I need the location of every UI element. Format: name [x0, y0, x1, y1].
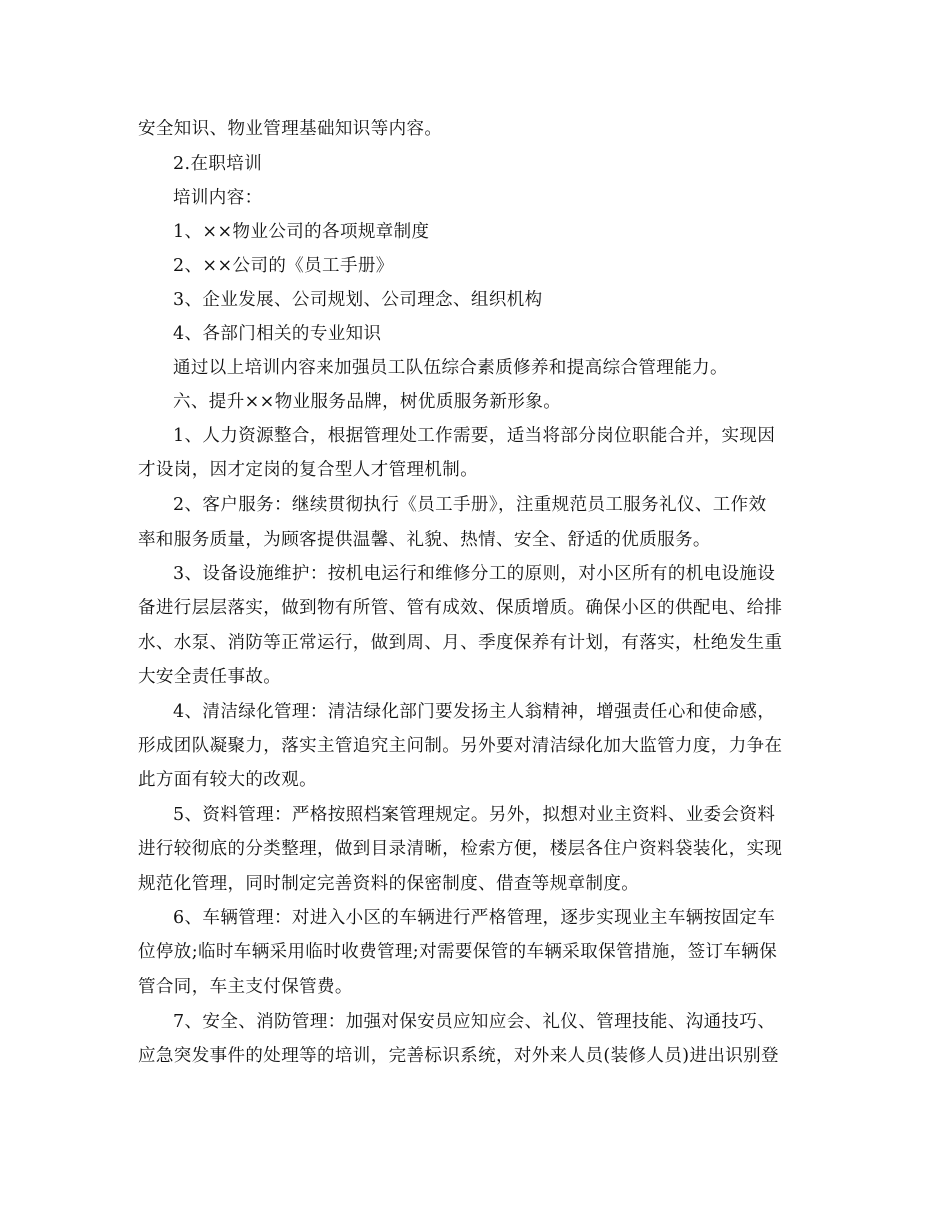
text-line: 进行较彻底的分类整理，做到目录清晰，检索方便，楼层各住户资料袋装化，实现: [138, 839, 783, 859]
text-line: 5、资料管理：严格按照档案管理规定。另外，拟想对业主资料、业委会资料: [173, 805, 776, 825]
text-line: 六、提升××物业服务品牌，树优质服务新形象。: [173, 392, 562, 412]
text-line: 1、人力资源整合，根据管理处工作需要，适当将部分岗位职能合并，实现因: [173, 426, 776, 446]
text-line: 4、各部门相关的专业知识: [173, 324, 382, 344]
text-line: 7、安全、消防管理：加强对保安员应知应会、礼仪、管理技能、沟通技巧、: [173, 1012, 776, 1032]
text-line: 安全知识、物业管理基础知识等内容。: [138, 119, 443, 139]
text-line: 形成团队凝聚力，落实主管追究主问制。另外要对清洁绿化加大监管力度，力争在: [138, 736, 783, 756]
text-line: 2、客户服务：继续贯彻执行《员工手册》，注重规范员工服务礼仪、工作效: [173, 495, 767, 515]
text-line: 率和服务质量，为顾客提供温馨、礼貌、热情、安全、舒适的优质服务。: [138, 530, 711, 550]
text-line: 4、清洁绿化管理：清洁绿化部门要发扬主人翁精神，增强责任心和使命感，: [173, 702, 776, 722]
text-line: 大安全责任事故。: [138, 667, 282, 687]
text-line: 通过以上培训内容来加强员工队伍综合素质修养和提高综合管理能力。: [173, 358, 728, 378]
text-line: 此方面有较大的改观。: [138, 770, 317, 790]
text-line: 3、企业发展、公司规划、公司理念、组织机构: [173, 290, 543, 310]
text-line: 备进行层层落实，做到物有所管、管有成效、保质增质。确保小区的供配电、给排: [138, 598, 783, 618]
text-line: 应急突发事件的处理等的培训，完善标识系统，对外来人员(装修人员)进出识别登: [138, 1046, 779, 1066]
text-line: 位停放;临时车辆采用临时收费管理;对需要保管的车辆采取保管措施，签订车辆保: [138, 942, 778, 962]
text-line: 6、车辆管理：对进入小区的车辆进行严格管理，逐步实现业主车辆按固定车: [173, 908, 776, 928]
text-line: 3、设备设施维护：按机电运行和维修分工的原则，对小区所有的机电设施设: [173, 564, 776, 584]
text-line: 2.在职培训: [173, 154, 263, 174]
text-line: 培训内容：: [173, 188, 263, 208]
text-line: 规范化管理，同时制定完善资料的保密制度、借查等规章制度。: [138, 874, 640, 894]
text-line: 水、水泵、消防等正常运行，做到周、月、季度保养有计划，有落实，杜绝发生重: [138, 633, 783, 653]
text-line: 1、××物业公司的各项规章制度: [173, 222, 430, 242]
text-line: 管合同，车主支付保管费。: [138, 977, 353, 997]
text-line: 2、××公司的《员工手册》: [173, 256, 394, 276]
text-line: 才设岗，因才定岗的复合型人才管理机制。: [138, 460, 479, 480]
